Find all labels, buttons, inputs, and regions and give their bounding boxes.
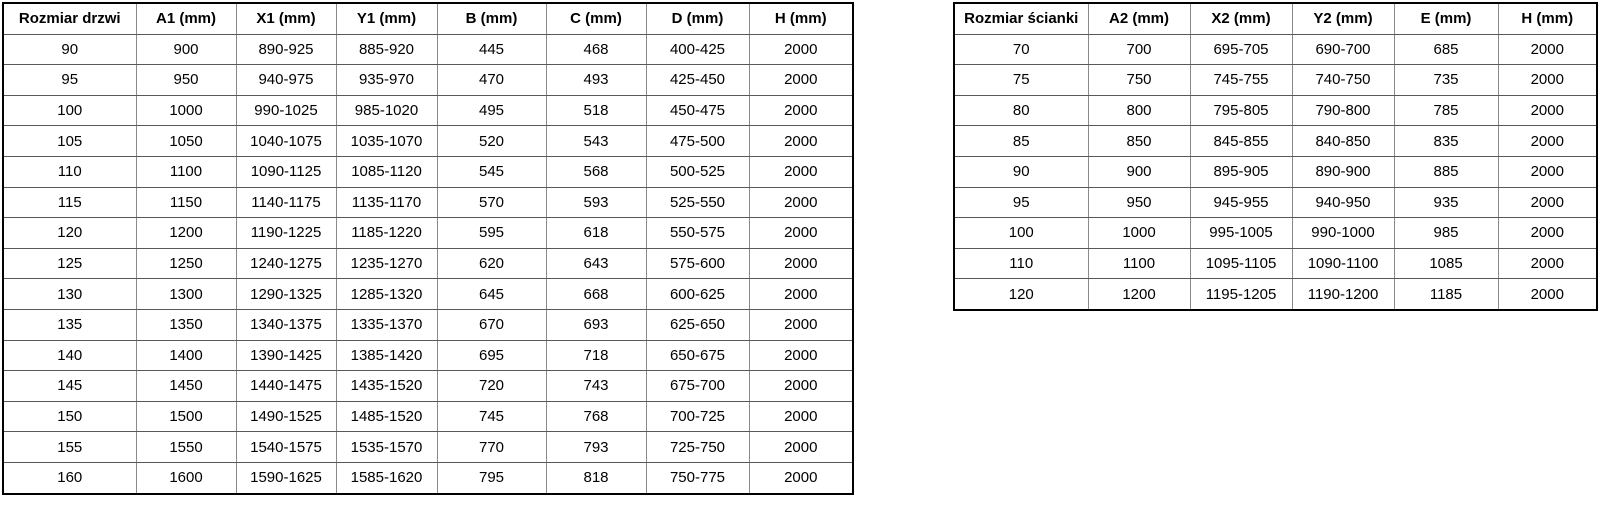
column-header-x2-mm: X2 (mm) <box>1190 3 1292 34</box>
table-cell: 1485-1520 <box>336 401 437 432</box>
table-cell: 2000 <box>749 156 853 187</box>
table-row <box>3 279 853 310</box>
table-cell: 770 <box>437 432 546 463</box>
table-cell: 2000 <box>749 309 853 340</box>
table-cell: 2000 <box>749 371 853 402</box>
table-cell: 575-600 <box>646 248 749 279</box>
table-cell: 720 <box>437 371 546 402</box>
table-cell: 1350 <box>136 309 236 340</box>
table-cell: 725-750 <box>646 432 749 463</box>
table-cell: 890-900 <box>1292 156 1394 187</box>
table-cell: 1000 <box>1088 218 1190 249</box>
header-row <box>3 3 853 34</box>
table-cell: 160 <box>3 462 136 493</box>
table-cell: 475-500 <box>646 126 749 157</box>
table-row <box>954 126 1597 157</box>
column-header-y1-mm: Y1 (mm) <box>336 3 437 34</box>
table-cell: 695-705 <box>1190 34 1292 65</box>
table-cell: 835 <box>1394 126 1498 157</box>
table-cell: 990-1000 <box>1292 218 1394 249</box>
table-cell: 945-955 <box>1190 187 1292 218</box>
table-cell: 935-970 <box>336 65 437 96</box>
table-cell: 600-625 <box>646 279 749 310</box>
table-cell: 2000 <box>1498 95 1597 126</box>
table-row <box>954 156 1597 187</box>
table-cell: 1385-1420 <box>336 340 437 371</box>
table-cell: 493 <box>546 65 646 96</box>
table-row <box>3 95 853 126</box>
table-cell: 995-1005 <box>1190 218 1292 249</box>
table-cell: 1085-1120 <box>336 156 437 187</box>
table-cell: 1590-1625 <box>236 462 336 493</box>
table-cell: 950 <box>1088 187 1190 218</box>
table-cell: 2000 <box>749 218 853 249</box>
table-cell: 1390-1425 <box>236 340 336 371</box>
table-cell: 593 <box>546 187 646 218</box>
table-cell: 645 <box>437 279 546 310</box>
table-cell: 885-920 <box>336 34 437 65</box>
table-cell: 145 <box>3 371 136 402</box>
table-row <box>954 187 1597 218</box>
table-cell: 155 <box>3 432 136 463</box>
table-cell: 120 <box>3 218 136 249</box>
table-cell: 940-950 <box>1292 187 1394 218</box>
table-cell: 1195-1205 <box>1190 279 1292 310</box>
table-cell: 1100 <box>136 156 236 187</box>
table-cell: 735 <box>1394 65 1498 96</box>
table-cell: 693 <box>546 309 646 340</box>
table-cell: 400-425 <box>646 34 749 65</box>
table-cell: 1435-1520 <box>336 371 437 402</box>
table-cell: 950 <box>136 65 236 96</box>
table-cell: 2000 <box>749 340 853 371</box>
table-cell: 643 <box>546 248 646 279</box>
column-header-rozmiar-ścianki: Rozmiar ścianki <box>954 3 1088 34</box>
table-cell: 1235-1270 <box>336 248 437 279</box>
table-cell: 818 <box>546 462 646 493</box>
table-cell: 2000 <box>749 95 853 126</box>
table-cell: 890-925 <box>236 34 336 65</box>
column-header-d-mm: D (mm) <box>646 3 749 34</box>
column-header-x1-mm: X1 (mm) <box>236 3 336 34</box>
table-cell: 495 <box>437 95 546 126</box>
table-cell: 718 <box>546 340 646 371</box>
table-cell: 125 <box>3 248 136 279</box>
table-cell: 2000 <box>749 248 853 279</box>
table-cell: 2000 <box>749 34 853 65</box>
table-cell: 850 <box>1088 126 1190 157</box>
table-cell: 105 <box>3 126 136 157</box>
table-cell: 900 <box>1088 156 1190 187</box>
table-cell: 985-1020 <box>336 95 437 126</box>
table-cell: 668 <box>546 279 646 310</box>
table-row <box>3 248 853 279</box>
table-row <box>3 156 853 187</box>
table-cell: 2000 <box>749 432 853 463</box>
table-cell: 2000 <box>1498 34 1597 65</box>
table-cell: 795-805 <box>1190 95 1292 126</box>
table-cell: 2000 <box>1498 248 1597 279</box>
table-cell: 795 <box>437 462 546 493</box>
table-cell: 1300 <box>136 279 236 310</box>
table-cell: 700 <box>1088 34 1190 65</box>
table-cell: 1440-1475 <box>236 371 336 402</box>
table-row <box>3 218 853 249</box>
table-cell: 800 <box>1088 95 1190 126</box>
table-cell: 1550 <box>136 432 236 463</box>
table-cell: 2000 <box>1498 156 1597 187</box>
table-row <box>954 65 1597 96</box>
table-cell: 745-755 <box>1190 65 1292 96</box>
table-cell: 543 <box>546 126 646 157</box>
table-cell: 1090-1100 <box>1292 248 1394 279</box>
table-cell: 1335-1370 <box>336 309 437 340</box>
table-cell: 468 <box>546 34 646 65</box>
table-cell: 1085 <box>1394 248 1498 279</box>
table-cell: 425-450 <box>646 65 749 96</box>
table-row <box>3 126 853 157</box>
table-cell: 525-550 <box>646 187 749 218</box>
table-cell: 1340-1375 <box>236 309 336 340</box>
table-cell: 1540-1575 <box>236 432 336 463</box>
table-cell: 470 <box>437 65 546 96</box>
table-cell: 650-675 <box>646 340 749 371</box>
table-row <box>3 34 853 65</box>
table-cell: 2000 <box>749 401 853 432</box>
table-cell: 695 <box>437 340 546 371</box>
table-cell: 70 <box>954 34 1088 65</box>
door-sizes-table <box>2 2 854 495</box>
table-cell: 100 <box>3 95 136 126</box>
table-row <box>954 248 1597 279</box>
table-cell: 90 <box>3 34 136 65</box>
table-cell: 885 <box>1394 156 1498 187</box>
table-cell: 1240-1275 <box>236 248 336 279</box>
table-cell: 935 <box>1394 187 1498 218</box>
table-row <box>954 218 1597 249</box>
table-cell: 750-775 <box>646 462 749 493</box>
table-cell: 1600 <box>136 462 236 493</box>
table-cell: 685 <box>1394 34 1498 65</box>
table-cell: 1190-1225 <box>236 218 336 249</box>
column-header-b-mm: B (mm) <box>437 3 546 34</box>
table-cell: 700-725 <box>646 401 749 432</box>
table-cell: 518 <box>546 95 646 126</box>
table-row <box>3 371 853 402</box>
table-cell: 1490-1525 <box>236 401 336 432</box>
table-cell: 450-475 <box>646 95 749 126</box>
table-cell: 2000 <box>1498 126 1597 157</box>
table-cell: 130 <box>3 279 136 310</box>
table-cell: 2000 <box>749 65 853 96</box>
table-row <box>954 279 1597 310</box>
table-cell: 1150 <box>136 187 236 218</box>
table-row <box>3 65 853 96</box>
table-cell: 1450 <box>136 371 236 402</box>
table-cell: 520 <box>437 126 546 157</box>
table-cell: 1140-1175 <box>236 187 336 218</box>
table-cell: 768 <box>546 401 646 432</box>
table-cell: 1585-1620 <box>336 462 437 493</box>
table-cell: 840-850 <box>1292 126 1394 157</box>
table-cell: 690-700 <box>1292 34 1394 65</box>
table-cell: 100 <box>954 218 1088 249</box>
table-cell: 595 <box>437 218 546 249</box>
table-cell: 845-855 <box>1190 126 1292 157</box>
table-cell: 150 <box>3 401 136 432</box>
column-header-a1-mm: A1 (mm) <box>136 3 236 34</box>
table-row <box>954 34 1597 65</box>
table-row <box>3 432 853 463</box>
table-cell: 2000 <box>749 279 853 310</box>
column-header-y2-mm: Y2 (mm) <box>1292 3 1394 34</box>
table-cell: 793 <box>546 432 646 463</box>
table-cell: 110 <box>954 248 1088 279</box>
column-header-e-mm: E (mm) <box>1394 3 1498 34</box>
table-cell: 1190-1200 <box>1292 279 1394 310</box>
table-cell: 2000 <box>749 126 853 157</box>
table-cell: 550-575 <box>646 218 749 249</box>
table-cell: 1185-1220 <box>336 218 437 249</box>
table-cell: 1100 <box>1088 248 1190 279</box>
table-cell: 790-800 <box>1292 95 1394 126</box>
table-cell: 1200 <box>1088 279 1190 310</box>
table-cell: 1000 <box>136 95 236 126</box>
table-cell: 895-905 <box>1190 156 1292 187</box>
table-row <box>3 187 853 218</box>
table-cell: 1040-1075 <box>236 126 336 157</box>
table-cell: 2000 <box>1498 218 1597 249</box>
table-cell: 135 <box>3 309 136 340</box>
table-cell: 1200 <box>136 218 236 249</box>
table-cell: 620 <box>437 248 546 279</box>
table-cell: 500-525 <box>646 156 749 187</box>
table-cell: 1050 <box>136 126 236 157</box>
table-cell: 1185 <box>1394 279 1498 310</box>
table-row <box>3 462 853 493</box>
table-cell: 1290-1325 <box>236 279 336 310</box>
column-header-h-mm: H (mm) <box>1498 3 1597 34</box>
column-header-h-mm: H (mm) <box>749 3 853 34</box>
table-cell: 2000 <box>749 187 853 218</box>
table-cell: 618 <box>546 218 646 249</box>
table-cell: 80 <box>954 95 1088 126</box>
table-cell: 990-1025 <box>236 95 336 126</box>
table-cell: 545 <box>437 156 546 187</box>
table-cell: 2000 <box>749 462 853 493</box>
column-header-rozmiar-drzwi: Rozmiar drzwi <box>3 3 136 34</box>
table-cell: 90 <box>954 156 1088 187</box>
table-row <box>3 309 853 340</box>
table-cell: 940-975 <box>236 65 336 96</box>
table-cell: 2000 <box>1498 65 1597 96</box>
table-cell: 570 <box>437 187 546 218</box>
table-cell: 115 <box>3 187 136 218</box>
table-cell: 670 <box>437 309 546 340</box>
table-cell: 985 <box>1394 218 1498 249</box>
table-row <box>3 401 853 432</box>
table-cell: 1250 <box>136 248 236 279</box>
table-row <box>954 95 1597 126</box>
table-cell: 785 <box>1394 95 1498 126</box>
table-cell: 1535-1570 <box>336 432 437 463</box>
header-row <box>954 3 1597 34</box>
table-cell: 110 <box>3 156 136 187</box>
table-cell: 1095-1105 <box>1190 248 1292 279</box>
wall-sizes-table <box>953 2 1598 311</box>
table-cell: 745 <box>437 401 546 432</box>
table-cell: 675-700 <box>646 371 749 402</box>
table-cell: 445 <box>437 34 546 65</box>
table-cell: 1090-1125 <box>236 156 336 187</box>
table-cell: 740-750 <box>1292 65 1394 96</box>
table-cell: 1500 <box>136 401 236 432</box>
table-cell: 750 <box>1088 65 1190 96</box>
table-cell: 95 <box>3 65 136 96</box>
table-cell: 743 <box>546 371 646 402</box>
table-cell: 2000 <box>1498 187 1597 218</box>
table-cell: 2000 <box>1498 279 1597 310</box>
table-cell: 1285-1320 <box>336 279 437 310</box>
table-cell: 120 <box>954 279 1088 310</box>
table-cell: 95 <box>954 187 1088 218</box>
table-cell: 75 <box>954 65 1088 96</box>
column-header-a2-mm: A2 (mm) <box>1088 3 1190 34</box>
table-cell: 900 <box>136 34 236 65</box>
table-cell: 1035-1070 <box>336 126 437 157</box>
table-cell: 625-650 <box>646 309 749 340</box>
table-cell: 568 <box>546 156 646 187</box>
column-header-c-mm: C (mm) <box>546 3 646 34</box>
table-cell: 140 <box>3 340 136 371</box>
table-cell: 1135-1170 <box>336 187 437 218</box>
table-row <box>3 340 853 371</box>
table-cell: 85 <box>954 126 1088 157</box>
table-cell: 1400 <box>136 340 236 371</box>
